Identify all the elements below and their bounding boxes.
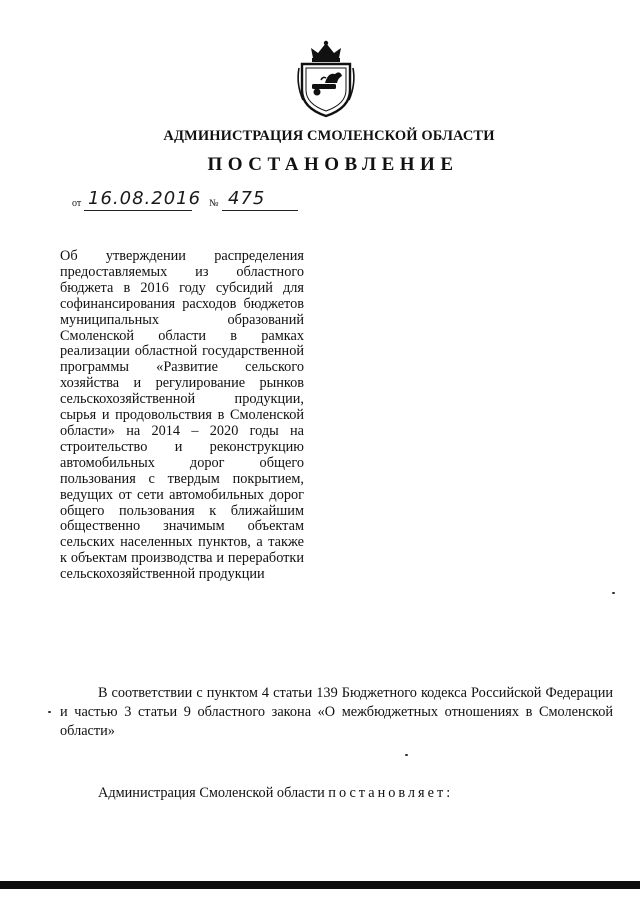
document-subject: Об утверждении распределения предоставляемых из областного бюджета в 2016 году субсидий для софинансирования расходов бюджетов муниципальных образований Смоленской области в рамках реализации областной государственной программы «Развитие сельского хозяйства и регулирование рынков сельскохозяйственной продукции, сырья и продовольствия в Смоленской области» на 2014 – 2020 годы на строительство и реконструкцию автомобильных дорог общего пользования с твердым покрытием, ведущих от сети автомобильных дорог общего пользования к ближайшим общественно значимым объектам сельских населенных пунктов, а также к объектам производства и переработки сельскохозяйственной продукции	[60, 248, 304, 583]
preamble-paragraph: В соответствии с пунктом 4 статьи 139 Бюджетного кодекса Российской Федерации и частью 3 статьи 9 областного закона «О межбюджетных отношениях в Смоленской области»	[60, 685, 613, 739]
resolution-subject: Администрация Смоленской области	[98, 785, 325, 801]
number-underline	[222, 210, 298, 211]
smolensk-coat-of-arms-icon	[295, 40, 357, 118]
date-underline	[84, 210, 192, 211]
scan-speck	[48, 711, 51, 713]
number-label: №	[209, 198, 219, 209]
document-type-title: ПОСТАНОВЛЕНИЕ	[207, 154, 459, 175]
date-from-label: от	[72, 198, 82, 209]
scan-speck	[612, 592, 615, 594]
scan-edge-bar	[0, 881, 640, 889]
resolution-line	[98, 785, 453, 802]
handwritten-number: 475	[228, 188, 266, 209]
organization-title: АДМИНИСТРАЦИЯ СМОЛЕНСКОЙ ОБЛАСТИ	[163, 128, 495, 144]
resolution-verb: постановляет:	[328, 785, 454, 801]
handwritten-date: 16.08.2016	[88, 188, 202, 209]
scan-speck	[405, 754, 408, 756]
date-number-line	[72, 190, 312, 214]
